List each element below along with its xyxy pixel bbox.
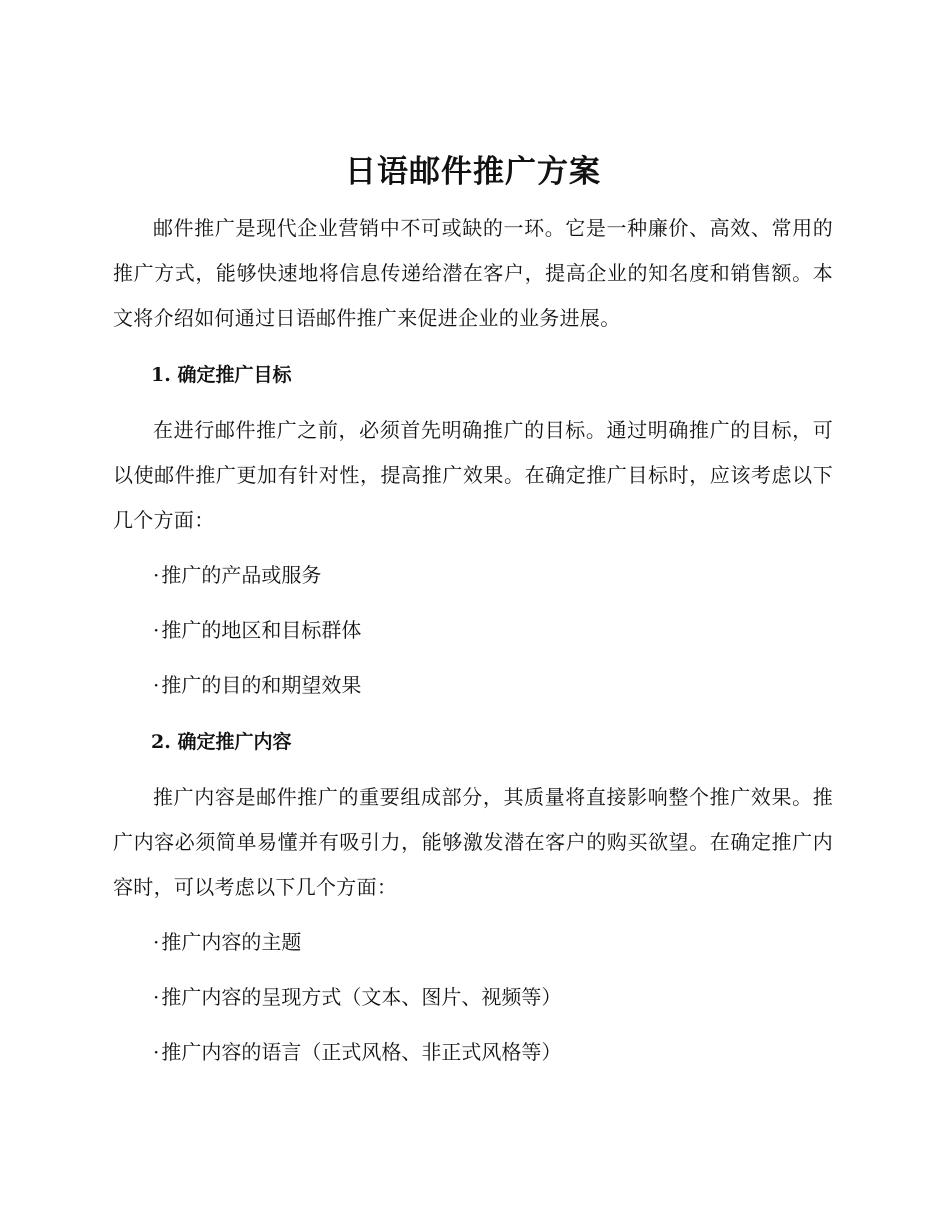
list-item-text: 推广的目的和期望效果 — [161, 673, 362, 697]
list-item-text: 推广的产品或服务 — [161, 563, 322, 587]
list-item — [113, 975, 833, 1020]
list-item — [113, 920, 833, 965]
bullet-list — [113, 553, 833, 708]
bullet-icon: · — [153, 563, 160, 587]
bullet-icon: · — [153, 930, 160, 954]
section-paragraph: 推广内容是邮件推广的重要组成部分，其质量将直接影响整个推广效果。推广内容必须简单易懂并有吸引力，能够激发潜在客户的购买欲望。在确定推广内容时，可以考虑以下几个方面： — [113, 785, 833, 899]
section-2 — [113, 720, 833, 1075]
bullet-icon: · — [153, 985, 160, 1009]
section-1 — [113, 353, 833, 708]
section-heading: 1. 确定推广目标 — [151, 364, 292, 386]
intro-paragraph: 邮件推广是现代企业营销中不可或缺的一环。它是一种廉价、高效、常用的推广方式，能够快速地将信息传递给潜在客户，提高企业的知名度和销售额。本文将介绍如何通过日语邮件推广来促进企业的业务进展。 — [113, 216, 833, 330]
document-title: 日语邮件推广方案 — [345, 154, 601, 190]
section-paragraph: 在进行邮件推广之前，必须首先明确推广的目标。通过明确推广的目标，可以使邮件推广更加有针对性，提高推广效果。在确定推广目标时，应该考虑以下几个方面： — [113, 418, 833, 532]
list-item — [113, 553, 833, 598]
list-item-text: 推广内容的呈现方式（文本、图片、视频等） — [161, 985, 562, 1009]
list-item-text: 推广内容的主题 — [161, 930, 302, 954]
list-item — [113, 663, 833, 708]
list-item — [113, 1030, 833, 1075]
bullet-icon: · — [153, 618, 160, 642]
bullet-list — [113, 920, 833, 1075]
document-page — [113, 150, 833, 1085]
bullet-icon: · — [153, 1040, 160, 1064]
list-item-text: 推广内容的语言（正式风格、非正式风格等） — [161, 1040, 562, 1064]
bullet-icon: · — [153, 673, 160, 697]
section-heading: 2. 确定推广内容 — [151, 731, 292, 753]
list-item-text: 推广的地区和目标群体 — [161, 618, 362, 642]
list-item — [113, 608, 833, 653]
